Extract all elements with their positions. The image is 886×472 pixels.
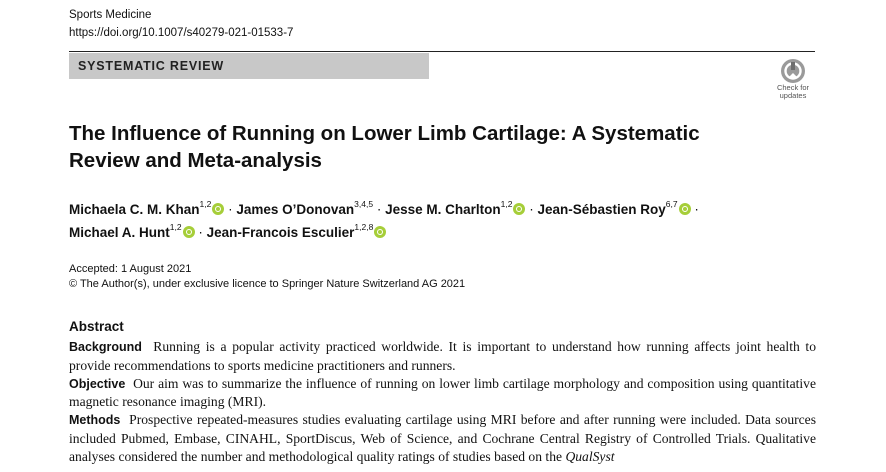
crossmark-icon <box>780 58 806 84</box>
header-divider <box>69 51 815 52</box>
journal-name: Sports Medicine <box>69 9 152 21</box>
author-affiliation: 1,2 <box>199 199 212 209</box>
author-affiliation: 3,4,5 <box>354 199 374 209</box>
author-separator: · <box>194 224 207 240</box>
abstract-body <box>69 338 816 466</box>
doi-link[interactable]: https://doi.org/10.1007/s40279-021-01533-7 <box>69 27 294 39</box>
author-name: Jesse M. Charlton <box>385 201 501 217</box>
abstract-objective <box>69 375 816 412</box>
author-affiliation: 1,2 <box>500 199 513 209</box>
author-name: Jean-Francois Esculier <box>206 224 355 240</box>
author <box>385 199 525 217</box>
author-separator: · <box>525 201 538 217</box>
section-tag: SYSTEMATIC REVIEW <box>69 53 429 79</box>
accepted-date: Accepted: 1 August 2021 <box>69 263 192 275</box>
objective-text: Our aim was to summarize the influence of running on lower limb cartilage morphology and composition using quantitative magnetic resonance imaging (MRI). <box>69 375 817 410</box>
author-separator: · <box>224 201 237 217</box>
check-updates-line1: Check for <box>776 83 810 92</box>
author-separator: · <box>690 201 699 217</box>
objective-label: Objective <box>69 376 126 391</box>
orcid-icon[interactable] <box>374 226 386 238</box>
author <box>69 222 195 240</box>
check-updates-line2: updates <box>779 91 807 100</box>
orcid-icon[interactable] <box>679 203 691 215</box>
abstract-background <box>69 338 816 375</box>
author-name: Jean-Sébastien Roy <box>537 201 666 217</box>
author-affiliation: 6,7 <box>665 199 678 209</box>
article-title: The Influence of Running on Lower Limb Cartilage: A Systematic Review and Meta-analysis <box>69 122 700 172</box>
abstract-heading: Abstract <box>69 319 124 334</box>
author-affiliation: 1,2,8 <box>354 222 374 232</box>
orcid-icon[interactable] <box>183 226 195 238</box>
author-name: James O’Donovan <box>236 201 355 217</box>
check-for-updates-badge[interactable] <box>771 58 815 102</box>
author <box>537 199 690 217</box>
author <box>236 199 374 217</box>
author-affiliation: 1,2 <box>169 222 182 232</box>
orcid-icon[interactable] <box>212 203 224 215</box>
author <box>69 199 224 217</box>
copyright-line: © The Author(s), under exclusive licence to Springer Nature Switzerland AG 2021 <box>69 278 466 290</box>
methods-italic-term: QualSyst <box>565 448 615 464</box>
author-name: Michael A. Hunt <box>69 224 170 240</box>
orcid-icon[interactable] <box>513 203 525 215</box>
methods-text: Prospective repeated-measures studies evaluating cartilage using MRI before and after running were included. Data sources included Pubmed, Embase, CINAHL, SportDiscus, Web of Science, and Cochrane Central Registry of Controlled Trials. Qualitative analyses considered the number and methodological quality ratings of studies based on the <box>69 412 816 464</box>
author-separator: · <box>373 201 386 217</box>
abstract-methods <box>69 411 816 465</box>
background-text: Running is a popular activity practiced worldwide. It is important to understand how running affects joint health to provide recommendations to sports medicine practitioners and runners. <box>69 339 817 373</box>
author-list <box>69 196 829 242</box>
author-name: Michaela C. M. Khan <box>69 201 200 217</box>
author <box>206 222 387 240</box>
methods-label: Methods <box>69 413 121 428</box>
background-label: Background <box>69 340 142 354</box>
